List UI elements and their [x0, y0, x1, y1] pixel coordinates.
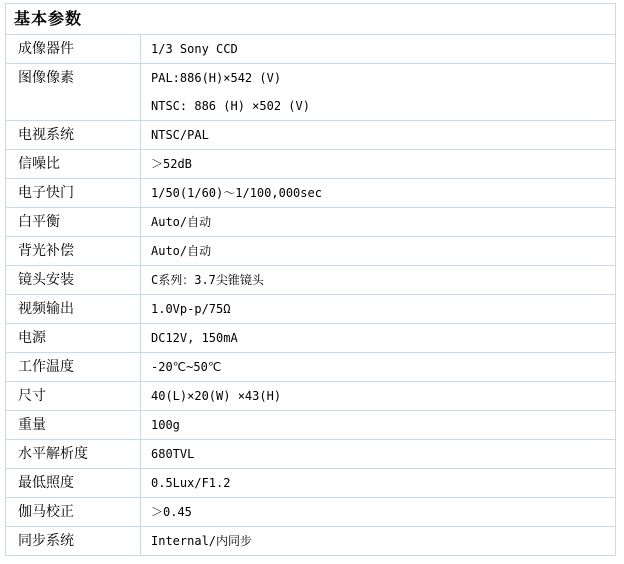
table-row — [6, 35, 616, 64]
spec-value-line: 0.5Lux/F1.2 — [151, 476, 231, 490]
spec-value — [141, 295, 616, 324]
table-row — [6, 440, 616, 469]
spec-value — [141, 150, 616, 179]
spec-value — [141, 440, 616, 469]
spec-value-line: 1/50(1/60)～1/100,000sec — [151, 186, 322, 200]
spec-value — [141, 266, 616, 295]
spec-value-line: NTSC/PAL — [151, 128, 209, 142]
spec-label: 尺寸 — [6, 382, 141, 411]
spec-value — [141, 121, 616, 150]
table-row — [6, 353, 616, 382]
spec-value-line: Auto/自动 — [151, 215, 212, 229]
spec-value-line: 100g — [151, 418, 180, 432]
spec-label: 最低照度 — [6, 469, 141, 498]
spec-label: 镜头安装 — [6, 266, 141, 295]
table-row — [6, 266, 616, 295]
spec-table — [5, 3, 616, 556]
spec-value-line: C系列：3.7尖锥镜头 — [151, 273, 264, 287]
spec-value — [141, 353, 616, 382]
spec-value-line: 1/3 Sony CCD — [151, 42, 238, 56]
spec-value-line: Internal/内同步 — [151, 534, 253, 548]
spec-value-line: Auto/自动 — [151, 244, 212, 258]
table-row — [6, 150, 616, 179]
spec-value — [141, 469, 616, 498]
spec-value-line: 680TVL — [151, 447, 195, 461]
spec-value-line: ＞52dB — [151, 157, 192, 171]
spec-value-line: DC12V, 150mA — [151, 331, 238, 345]
spec-label: 电源 — [6, 324, 141, 353]
table-row — [6, 411, 616, 440]
spec-value — [141, 64, 616, 121]
spec-label: 工作温度 — [6, 353, 141, 382]
spec-value-line: 40(L)×20(W) ×43(H) — [151, 389, 282, 403]
spec-value-line: ＞0.45 — [151, 505, 192, 519]
table-row — [6, 237, 616, 266]
table-row — [6, 121, 616, 150]
spec-value — [141, 208, 616, 237]
table-row — [6, 469, 616, 498]
table-row — [6, 382, 616, 411]
spec-label: 白平衡 — [6, 208, 141, 237]
table-row — [6, 64, 616, 121]
spec-label: 伽马校正 — [6, 498, 141, 527]
spec-value-line: PAL:886(H)×542 (V) — [151, 71, 282, 85]
spec-value — [141, 498, 616, 527]
spec-value-line: 1.0Vp-p/75Ω — [151, 302, 231, 316]
spec-label: 电视系统 — [6, 121, 141, 150]
table-title: 基本参数 — [6, 4, 616, 35]
spec-label: 背光补偿 — [6, 237, 141, 266]
spec-label: 信噪比 — [6, 150, 141, 179]
spec-label: 水平解析度 — [6, 440, 141, 469]
spec-label: 电子快门 — [6, 179, 141, 208]
table-row — [6, 179, 616, 208]
spec-value — [141, 527, 616, 556]
spec-label: 图像像素 — [6, 64, 141, 121]
spec-label: 重量 — [6, 411, 141, 440]
table-row — [6, 324, 616, 353]
table-title-row — [6, 4, 616, 35]
table-row — [6, 208, 616, 237]
spec-value — [141, 179, 616, 208]
spec-label: 同步系统 — [6, 527, 141, 556]
spec-label: 视频输出 — [6, 295, 141, 324]
spec-label: 成像器件 — [6, 35, 141, 64]
table-row — [6, 295, 616, 324]
table-row — [6, 498, 616, 527]
spec-value-line: NTSC: 886 (H) ×502 (V) — [151, 99, 310, 113]
spec-value-line: -20℃~50℃ — [151, 360, 222, 374]
spec-value — [141, 237, 616, 266]
spec-value — [141, 382, 616, 411]
table-row — [6, 527, 616, 556]
spec-value — [141, 411, 616, 440]
spec-value — [141, 324, 616, 353]
spec-value — [141, 35, 616, 64]
